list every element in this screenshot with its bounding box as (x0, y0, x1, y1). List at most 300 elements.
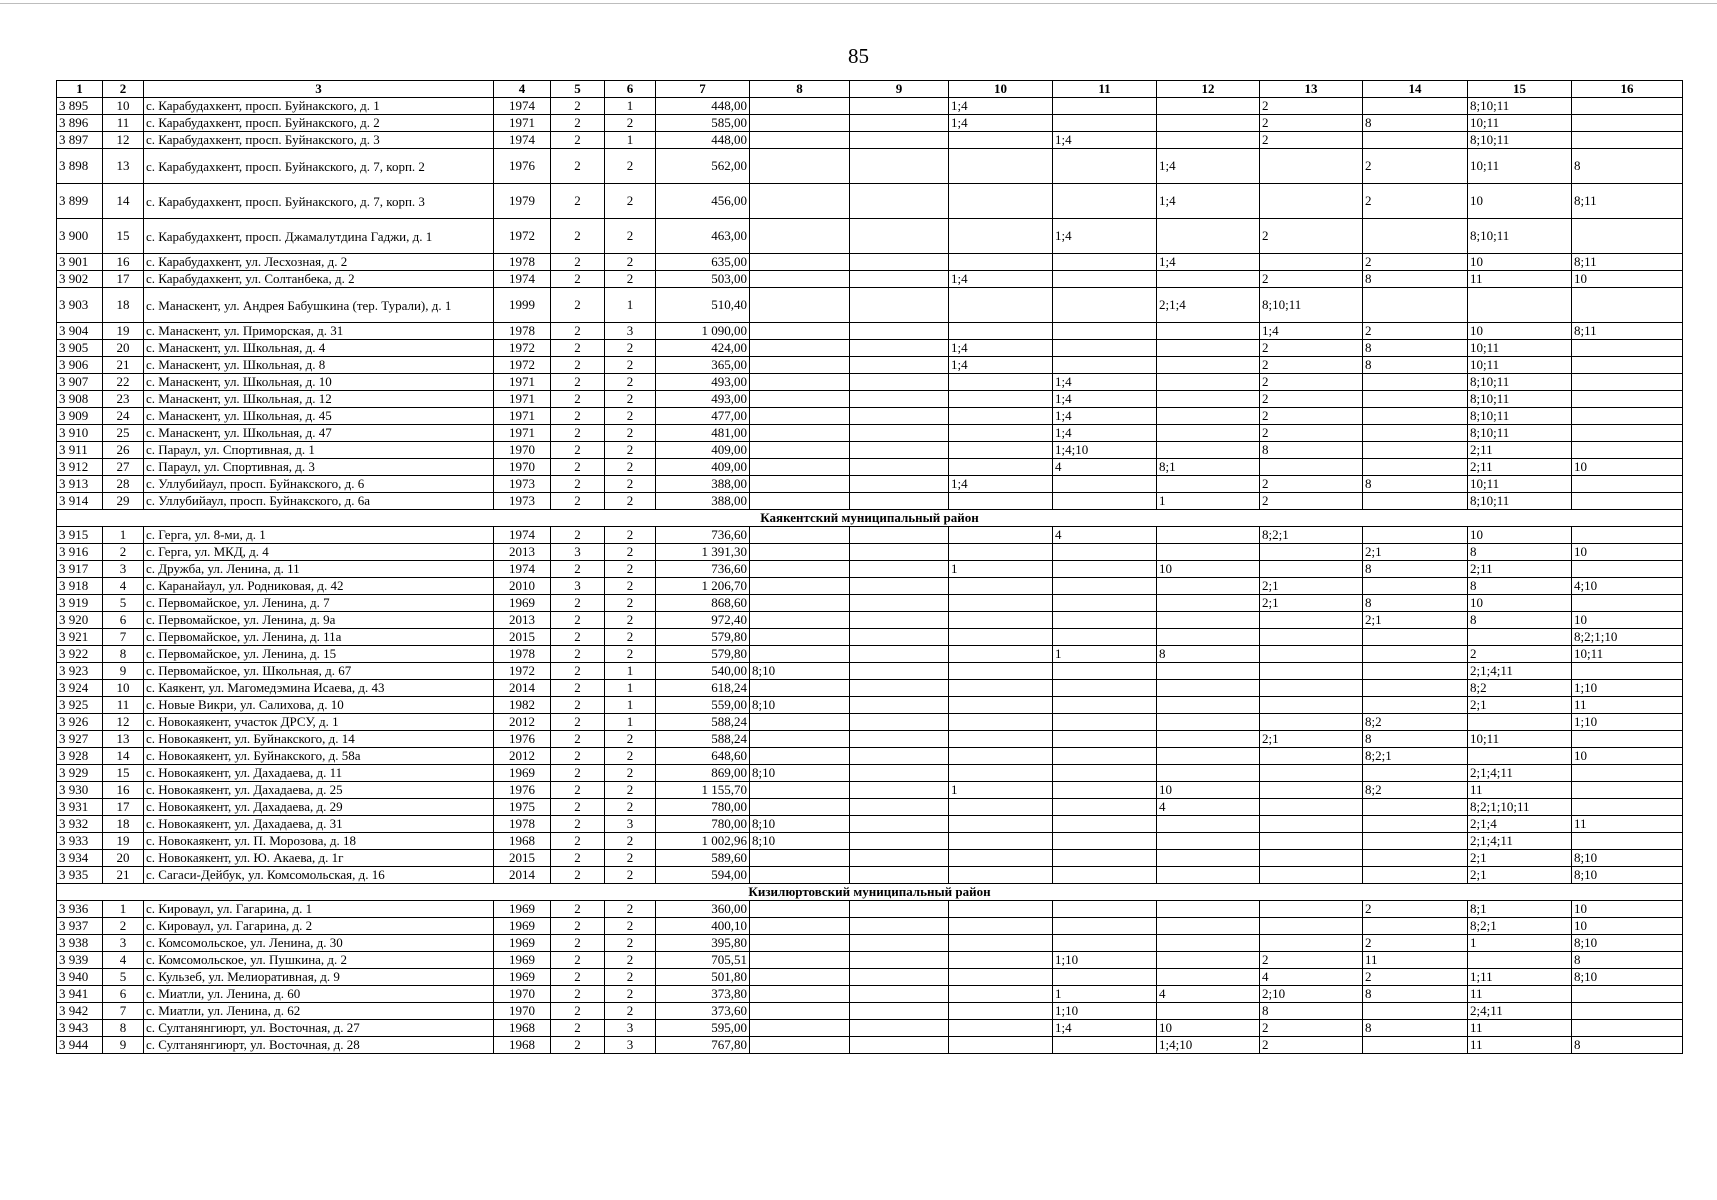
table-cell (750, 901, 850, 918)
table-cell: 8;10;11 (1468, 219, 1572, 254)
table-cell (1363, 697, 1468, 714)
table-cell (750, 561, 850, 578)
table-cell: 1970 (494, 459, 551, 476)
table-cell: 2 (551, 288, 605, 323)
table-cell: 1969 (494, 935, 551, 952)
table-row (57, 544, 1683, 561)
table-cell: 8;10 (1572, 867, 1683, 884)
table-cell: 3 921 (57, 629, 103, 646)
table-cell: с. Дружба, ул. Ленина, д. 11 (144, 561, 494, 578)
table-cell: с. Манаскент, ул. Школьная, д. 10 (144, 374, 494, 391)
table-cell: 4 (1157, 986, 1260, 1003)
table-cell: 2 (551, 714, 605, 731)
table-cell (1053, 714, 1157, 731)
table-cell: 3 922 (57, 646, 103, 663)
table-cell: 2 (605, 901, 656, 918)
table-cell: 2 (605, 799, 656, 816)
table-cell: 1;4 (949, 357, 1053, 374)
table-cell (1053, 918, 1157, 935)
table-cell (1157, 595, 1260, 612)
table-row (57, 271, 1683, 288)
table-cell (949, 493, 1053, 510)
table-row (57, 493, 1683, 510)
table-cell (1053, 680, 1157, 697)
table-row (57, 782, 1683, 799)
table-cell: 540,00 (656, 663, 750, 680)
table-cell: 2 (605, 459, 656, 476)
table-cell (750, 1037, 850, 1054)
table-cell: 10 (1468, 254, 1572, 271)
table-cell (1260, 867, 1363, 884)
table-cell: 10 (103, 680, 144, 697)
table-row (57, 918, 1683, 935)
table-cell: с. Новокаякент, ул. П. Морозова, д. 18 (144, 833, 494, 850)
table-cell: с. Параул, ул. Спортивная, д. 1 (144, 442, 494, 459)
table-cell (1260, 799, 1363, 816)
table-cell: 8 (103, 1020, 144, 1037)
table-cell (1363, 493, 1468, 510)
table-cell: 618,24 (656, 680, 750, 697)
table-cell: 3 925 (57, 697, 103, 714)
table-cell (949, 219, 1053, 254)
table-cell: 2 (605, 612, 656, 629)
table-cell: 6 (103, 612, 144, 629)
table-cell: 2 (551, 254, 605, 271)
table-cell (850, 374, 949, 391)
table-cell: 8 (1363, 271, 1468, 288)
table-cell: 2;1 (1260, 595, 1363, 612)
table-cell: с. Новокаякент, ул. Дахадаева, д. 29 (144, 799, 494, 816)
table-cell (850, 782, 949, 799)
table-cell: 8;2;1 (1468, 918, 1572, 935)
table-cell (1260, 254, 1363, 271)
table-cell (1157, 918, 1260, 935)
table-cell (1260, 646, 1363, 663)
table-cell: 2 (551, 271, 605, 288)
table-cell: 2 (605, 271, 656, 288)
table-cell (949, 1037, 1053, 1054)
table-cell: 2;10 (1260, 986, 1363, 1003)
table-cell: 2 (605, 340, 656, 357)
table-cell: 2 (1260, 271, 1363, 288)
table-cell: 2 (1260, 493, 1363, 510)
table-cell: 3 918 (57, 578, 103, 595)
table-cell (1053, 663, 1157, 680)
table-cell: с. Новокаякент, ул. Буйнакского, д. 14 (144, 731, 494, 748)
table-cell: 6 (103, 986, 144, 1003)
table-cell (750, 391, 850, 408)
column-header: 4 (494, 81, 551, 98)
table-cell: 3 899 (57, 184, 103, 219)
table-cell: 8 (1363, 340, 1468, 357)
table-row (57, 816, 1683, 833)
table-cell (1260, 782, 1363, 799)
table-cell (1053, 115, 1157, 132)
table-cell: 2 (551, 476, 605, 493)
table-cell (1053, 544, 1157, 561)
table-row (57, 254, 1683, 271)
table-cell: 3 927 (57, 731, 103, 748)
table-cell: 2 (1260, 340, 1363, 357)
table-cell: 1;4;10 (1053, 442, 1157, 459)
table-cell (750, 425, 850, 442)
table-cell (850, 340, 949, 357)
table-cell: 2 (551, 697, 605, 714)
column-header: 2 (103, 81, 144, 98)
table-cell (750, 731, 850, 748)
table-cell: 2 (605, 935, 656, 952)
table-cell (1053, 271, 1157, 288)
table-cell: с. Новые Викри, ул. Салихова, д. 10 (144, 697, 494, 714)
table-cell: 2 (551, 833, 605, 850)
table-cell: 3 942 (57, 1003, 103, 1020)
table-cell (1260, 714, 1363, 731)
table-cell (1053, 969, 1157, 986)
column-header: 8 (750, 81, 850, 98)
table-cell: 8;10;11 (1468, 408, 1572, 425)
table-cell (750, 612, 850, 629)
table-cell (1363, 425, 1468, 442)
table-cell: 493,00 (656, 391, 750, 408)
table-cell: 8 (1260, 442, 1363, 459)
table-cell (850, 425, 949, 442)
table-cell (750, 867, 850, 884)
table-cell (1260, 748, 1363, 765)
table-cell (949, 149, 1053, 184)
table-cell (1260, 612, 1363, 629)
table-cell: 2 (103, 544, 144, 561)
table-cell: 2 (605, 391, 656, 408)
table-cell: 10 (1468, 323, 1572, 340)
table-cell (850, 391, 949, 408)
table-cell: 17 (103, 271, 144, 288)
table-cell (1260, 459, 1363, 476)
table-cell: 2013 (494, 612, 551, 629)
table-cell: 3 917 (57, 561, 103, 578)
table-cell (1363, 527, 1468, 544)
table-cell (1157, 391, 1260, 408)
table-row (57, 132, 1683, 149)
table-cell: 11 (1468, 986, 1572, 1003)
table-cell: 8;10 (750, 663, 850, 680)
table-cell (850, 149, 949, 184)
table-cell: с. Султанянгиюрт, ул. Восточная, д. 28 (144, 1037, 494, 1054)
table-cell: с. Манаскент, ул. Школьная, д. 45 (144, 408, 494, 425)
table-cell: 3 938 (57, 935, 103, 952)
table-cell: 8 (1363, 986, 1468, 1003)
table-cell (1363, 391, 1468, 408)
table-cell: 1968 (494, 833, 551, 850)
table-cell (1157, 442, 1260, 459)
table-row (57, 935, 1683, 952)
table-row (57, 612, 1683, 629)
table-cell: 2;11 (1468, 459, 1572, 476)
table-cell (1157, 901, 1260, 918)
table-cell: 3 900 (57, 219, 103, 254)
table-cell (850, 442, 949, 459)
table-cell: 21 (103, 867, 144, 884)
table-cell (1157, 271, 1260, 288)
table-cell: с. Миатли, ул. Ленина, д. 62 (144, 1003, 494, 1020)
table-cell: 1970 (494, 442, 551, 459)
table-cell (750, 254, 850, 271)
table-cell: 2 (551, 132, 605, 149)
table-cell: 2 (605, 646, 656, 663)
table-cell: 1;4 (1157, 254, 1260, 271)
table-cell: 3 936 (57, 901, 103, 918)
table-cell: 2;1;4 (1157, 288, 1260, 323)
table-cell: 3 928 (57, 748, 103, 765)
table-cell (1363, 1037, 1468, 1054)
table-cell: 1;4 (1053, 391, 1157, 408)
table-cell (1572, 340, 1683, 357)
table-cell: 2 (1363, 935, 1468, 952)
table-row (57, 952, 1683, 969)
table-cell (1260, 680, 1363, 697)
table-cell (949, 544, 1053, 561)
table-cell (1468, 748, 1572, 765)
table-cell (1572, 1003, 1683, 1020)
table-row (57, 391, 1683, 408)
table-cell: с. Султанянгиюрт, ул. Восточная, д. 27 (144, 1020, 494, 1037)
table-cell: 1968 (494, 1020, 551, 1037)
table-cell (1053, 697, 1157, 714)
table-cell: 2 (551, 115, 605, 132)
table-cell (850, 184, 949, 219)
table-cell: 8;10;11 (1468, 98, 1572, 115)
table-cell: 1982 (494, 697, 551, 714)
table-cell: 10 (1572, 748, 1683, 765)
table-row (57, 969, 1683, 986)
table-cell: 2 (605, 765, 656, 782)
table-row (57, 425, 1683, 442)
table-cell (1363, 578, 1468, 595)
table-cell: 2014 (494, 680, 551, 697)
table-cell (1260, 901, 1363, 918)
table-cell: 2 (551, 357, 605, 374)
table-cell: с. Каранайаул, ул. Родниковая, д. 42 (144, 578, 494, 595)
table-cell: 2 (551, 442, 605, 459)
column-header: 9 (850, 81, 949, 98)
table-cell: 2 (1260, 425, 1363, 442)
table-cell: 972,40 (656, 612, 750, 629)
table-cell: 1970 (494, 1003, 551, 1020)
table-cell (850, 918, 949, 935)
table-row (57, 1003, 1683, 1020)
table-cell (1157, 408, 1260, 425)
table-cell: 4 (1260, 969, 1363, 986)
table-row (57, 527, 1683, 544)
table-cell: 767,80 (656, 1037, 750, 1054)
table-cell (850, 867, 949, 884)
table-row (57, 374, 1683, 391)
table-cell: 3 926 (57, 714, 103, 731)
table-cell: 2 (605, 374, 656, 391)
table-cell: 8 (1468, 544, 1572, 561)
table-cell: 736,60 (656, 527, 750, 544)
table-cell (1260, 816, 1363, 833)
table-cell: 1974 (494, 527, 551, 544)
table-cell (750, 219, 850, 254)
table-cell: с. Карабудахкент, просп. Буйнакского, д. 1 (144, 98, 494, 115)
table-cell (1053, 765, 1157, 782)
table-cell (750, 850, 850, 867)
table-row (57, 578, 1683, 595)
table-row (57, 646, 1683, 663)
table-cell (1572, 595, 1683, 612)
table-cell (1572, 476, 1683, 493)
table-cell: 2 (1260, 1020, 1363, 1037)
table-cell (1572, 663, 1683, 680)
table-cell: 481,00 (656, 425, 750, 442)
table-cell (949, 578, 1053, 595)
table-row (57, 595, 1683, 612)
table-cell: с. Карабудахкент, просп. Буйнакского, д. 7, корп. 3 (144, 184, 494, 219)
table-row (57, 799, 1683, 816)
table-cell: 1 (949, 782, 1053, 799)
table-cell (850, 544, 949, 561)
table-cell (949, 731, 1053, 748)
table-cell: 1973 (494, 493, 551, 510)
table-cell (1157, 816, 1260, 833)
table-cell: 2 (605, 748, 656, 765)
table-cell (750, 184, 850, 219)
table-cell (1157, 850, 1260, 867)
table-row (57, 697, 1683, 714)
table-cell: 1 (605, 663, 656, 680)
district-section-row (57, 884, 1683, 901)
table-cell: 8;10;11 (1468, 374, 1572, 391)
table-cell: с. Новокаякент, ул. Дахадаева, д. 11 (144, 765, 494, 782)
table-cell (1572, 357, 1683, 374)
table-cell (1053, 782, 1157, 799)
table-cell: 2 (605, 952, 656, 969)
table-body (57, 81, 1683, 1054)
table-cell: с. Первомайское, ул. Ленина, д. 7 (144, 595, 494, 612)
table-cell (1053, 816, 1157, 833)
table-cell (1157, 1003, 1260, 1020)
table-cell: 1972 (494, 663, 551, 680)
table-cell (1053, 935, 1157, 952)
table-row (57, 867, 1683, 884)
table-cell: 3 910 (57, 425, 103, 442)
table-cell (750, 799, 850, 816)
table-cell: 2;4;11 (1468, 1003, 1572, 1020)
table-cell (1157, 132, 1260, 149)
table-cell (1572, 1020, 1683, 1037)
table-cell: 11 (1468, 1020, 1572, 1037)
table-cell: 2;11 (1468, 442, 1572, 459)
table-cell: 8 (1363, 476, 1468, 493)
table-cell (1053, 748, 1157, 765)
table-cell: 1;4 (1053, 408, 1157, 425)
table-cell: 16 (103, 254, 144, 271)
table-cell: 388,00 (656, 493, 750, 510)
table-cell: 2 (1260, 391, 1363, 408)
table-cell (949, 901, 1053, 918)
table-cell: 8 (1572, 1037, 1683, 1054)
table-cell: 1;4 (1157, 149, 1260, 184)
table-cell (1260, 833, 1363, 850)
table-cell: 2 (605, 629, 656, 646)
table-cell (1363, 680, 1468, 697)
table-cell: 14 (103, 748, 144, 765)
table-cell: 8;2 (1468, 680, 1572, 697)
table-cell: 1;4 (949, 271, 1053, 288)
table-cell (850, 271, 949, 288)
table-cell: 8;10 (750, 765, 850, 782)
table-cell: 2 (551, 219, 605, 254)
table-cell (1572, 986, 1683, 1003)
table-cell: 10 (1157, 1020, 1260, 1037)
table-cell: 736,60 (656, 561, 750, 578)
table-cell: 559,00 (656, 697, 750, 714)
table-cell (850, 714, 949, 731)
table-cell: 3 912 (57, 459, 103, 476)
table-cell (750, 271, 850, 288)
table-row (57, 850, 1683, 867)
table-row (57, 986, 1683, 1003)
table-cell: 373,80 (656, 986, 750, 1003)
table-cell: 2 (1260, 357, 1363, 374)
table-cell (750, 357, 850, 374)
table-cell: 2 (605, 969, 656, 986)
table-row (57, 184, 1683, 219)
table-cell: 8;1 (1468, 901, 1572, 918)
table-cell: 1974 (494, 561, 551, 578)
table-cell: 3 905 (57, 340, 103, 357)
table-cell (949, 612, 1053, 629)
table-cell (1572, 833, 1683, 850)
table-cell (750, 149, 850, 184)
table-cell: 2 (605, 1003, 656, 1020)
table-cell: 10 (1572, 918, 1683, 935)
table-cell: 1 (1053, 986, 1157, 1003)
table-cell: 11 (1468, 782, 1572, 799)
table-cell: 3 895 (57, 98, 103, 115)
table-cell (1053, 595, 1157, 612)
table-row (57, 357, 1683, 374)
table-cell: 1;4 (1157, 184, 1260, 219)
table-cell: 868,60 (656, 595, 750, 612)
table-cell: 4;10 (1572, 578, 1683, 595)
table-cell: с. Кироваул, ул. Гагарина, д. 1 (144, 901, 494, 918)
table-cell: с. Новокаякент, ул. Дахадаева, д. 25 (144, 782, 494, 799)
table-row (57, 731, 1683, 748)
table-cell: 10 (1572, 901, 1683, 918)
table-cell: 2;1 (1468, 697, 1572, 714)
table-cell: 2 (605, 476, 656, 493)
table-cell: 1 (103, 901, 144, 918)
table-cell: 395,80 (656, 935, 750, 952)
table-cell: 2015 (494, 850, 551, 867)
table-cell (1053, 799, 1157, 816)
table-cell: с. Манаскент, ул. Школьная, д. 47 (144, 425, 494, 442)
table-cell: 8;10;11 (1468, 425, 1572, 442)
table-cell: 1 206,70 (656, 578, 750, 595)
table-cell: с. Первомайское, ул. Школьная, д. 67 (144, 663, 494, 680)
table-row (57, 408, 1683, 425)
table-cell: 409,00 (656, 459, 750, 476)
table-cell: с. Манаскент, ул. Школьная, д. 8 (144, 357, 494, 374)
table-cell: 3 909 (57, 408, 103, 425)
table-cell: 1 (1468, 935, 1572, 952)
table-cell: 1;4 (949, 115, 1053, 132)
table-cell (949, 799, 1053, 816)
table-cell: 19 (103, 323, 144, 340)
table-cell: 12 (103, 714, 144, 731)
table-cell (1363, 374, 1468, 391)
